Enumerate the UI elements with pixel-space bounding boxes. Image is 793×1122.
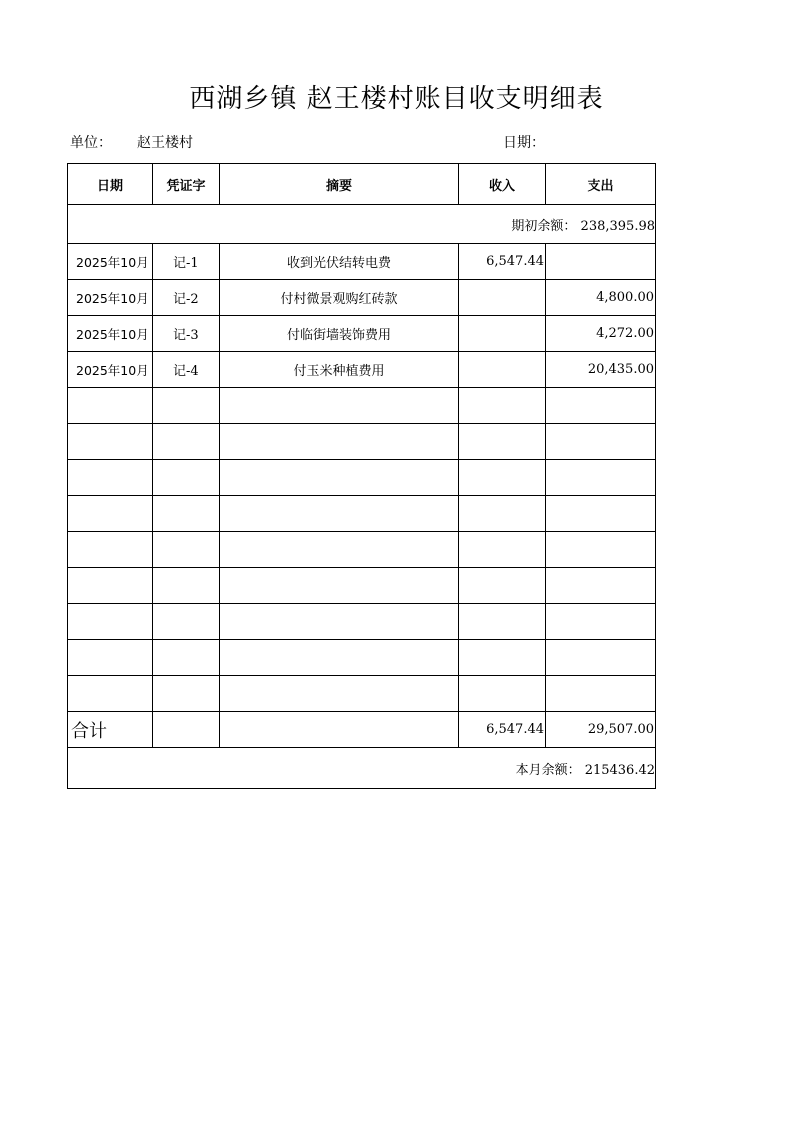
header-expense: 支出 [546, 164, 656, 205]
entry-income [459, 352, 546, 388]
table-row [68, 280, 656, 316]
opening-balance-row [68, 205, 656, 244]
entry-income: 6,547.44 [459, 244, 546, 280]
totals-label: 合计 [68, 712, 153, 748]
empty-row [68, 676, 656, 712]
closing-balance-row [68, 748, 656, 789]
entry-date: 2025年10月 [68, 280, 153, 316]
entry-summary: 付玉米种植费用 [220, 352, 459, 388]
totals-income: 6,547.44 [459, 712, 546, 748]
empty-row [68, 388, 656, 424]
entry-date: 2025年10月 [68, 316, 153, 352]
entry-voucher: 记-3 [153, 316, 220, 352]
entry-summary: 付村微景观购红砖款 [220, 280, 459, 316]
entry-income [459, 316, 546, 352]
closing-balance: 本月余额： 215436.42 [68, 748, 656, 789]
opening-balance: 期初余额： 238,395.98 [68, 205, 656, 244]
table-row [68, 244, 656, 280]
header-summary: 摘要 [220, 164, 459, 205]
empty-row [68, 532, 656, 568]
entry-expense [546, 244, 656, 280]
entry-expense: 4,800.00 [546, 280, 656, 316]
entry-summary: 付临街墙装饰费用 [220, 316, 459, 352]
empty-row [68, 640, 656, 676]
entry-voucher: 记-4 [153, 352, 220, 388]
entry-expense: 20,435.00 [546, 352, 656, 388]
empty-row [68, 460, 656, 496]
header-date: 日期 [68, 164, 153, 205]
table-row [68, 316, 656, 352]
entry-voucher: 记-2 [153, 280, 220, 316]
empty-row [68, 424, 656, 460]
empty-row [68, 568, 656, 604]
entry-summary: 收到光伏结转电费 [220, 244, 459, 280]
totals-row [68, 712, 656, 748]
date-label: 日期： [503, 135, 545, 151]
header-income: 收入 [459, 164, 546, 205]
unit-value: 赵王楼村 [137, 135, 193, 151]
header-voucher: 凭证字 [153, 164, 220, 205]
table-row [68, 352, 656, 388]
header-row [68, 164, 656, 205]
entry-expense: 4,272.00 [546, 316, 656, 352]
empty-row [68, 604, 656, 640]
entry-voucher: 记-1 [153, 244, 220, 280]
unit-label: 单位： [70, 135, 112, 151]
entry-income [459, 280, 546, 316]
page-title: 西湖乡镇 赵王楼村账目收支明细表 [189, 84, 604, 114]
empty-row [68, 496, 656, 532]
totals-expense: 29,507.00 [546, 712, 656, 748]
entry-date: 2025年10月 [68, 352, 153, 388]
entry-date: 2025年10月 [68, 244, 153, 280]
ledger-table [67, 163, 656, 789]
